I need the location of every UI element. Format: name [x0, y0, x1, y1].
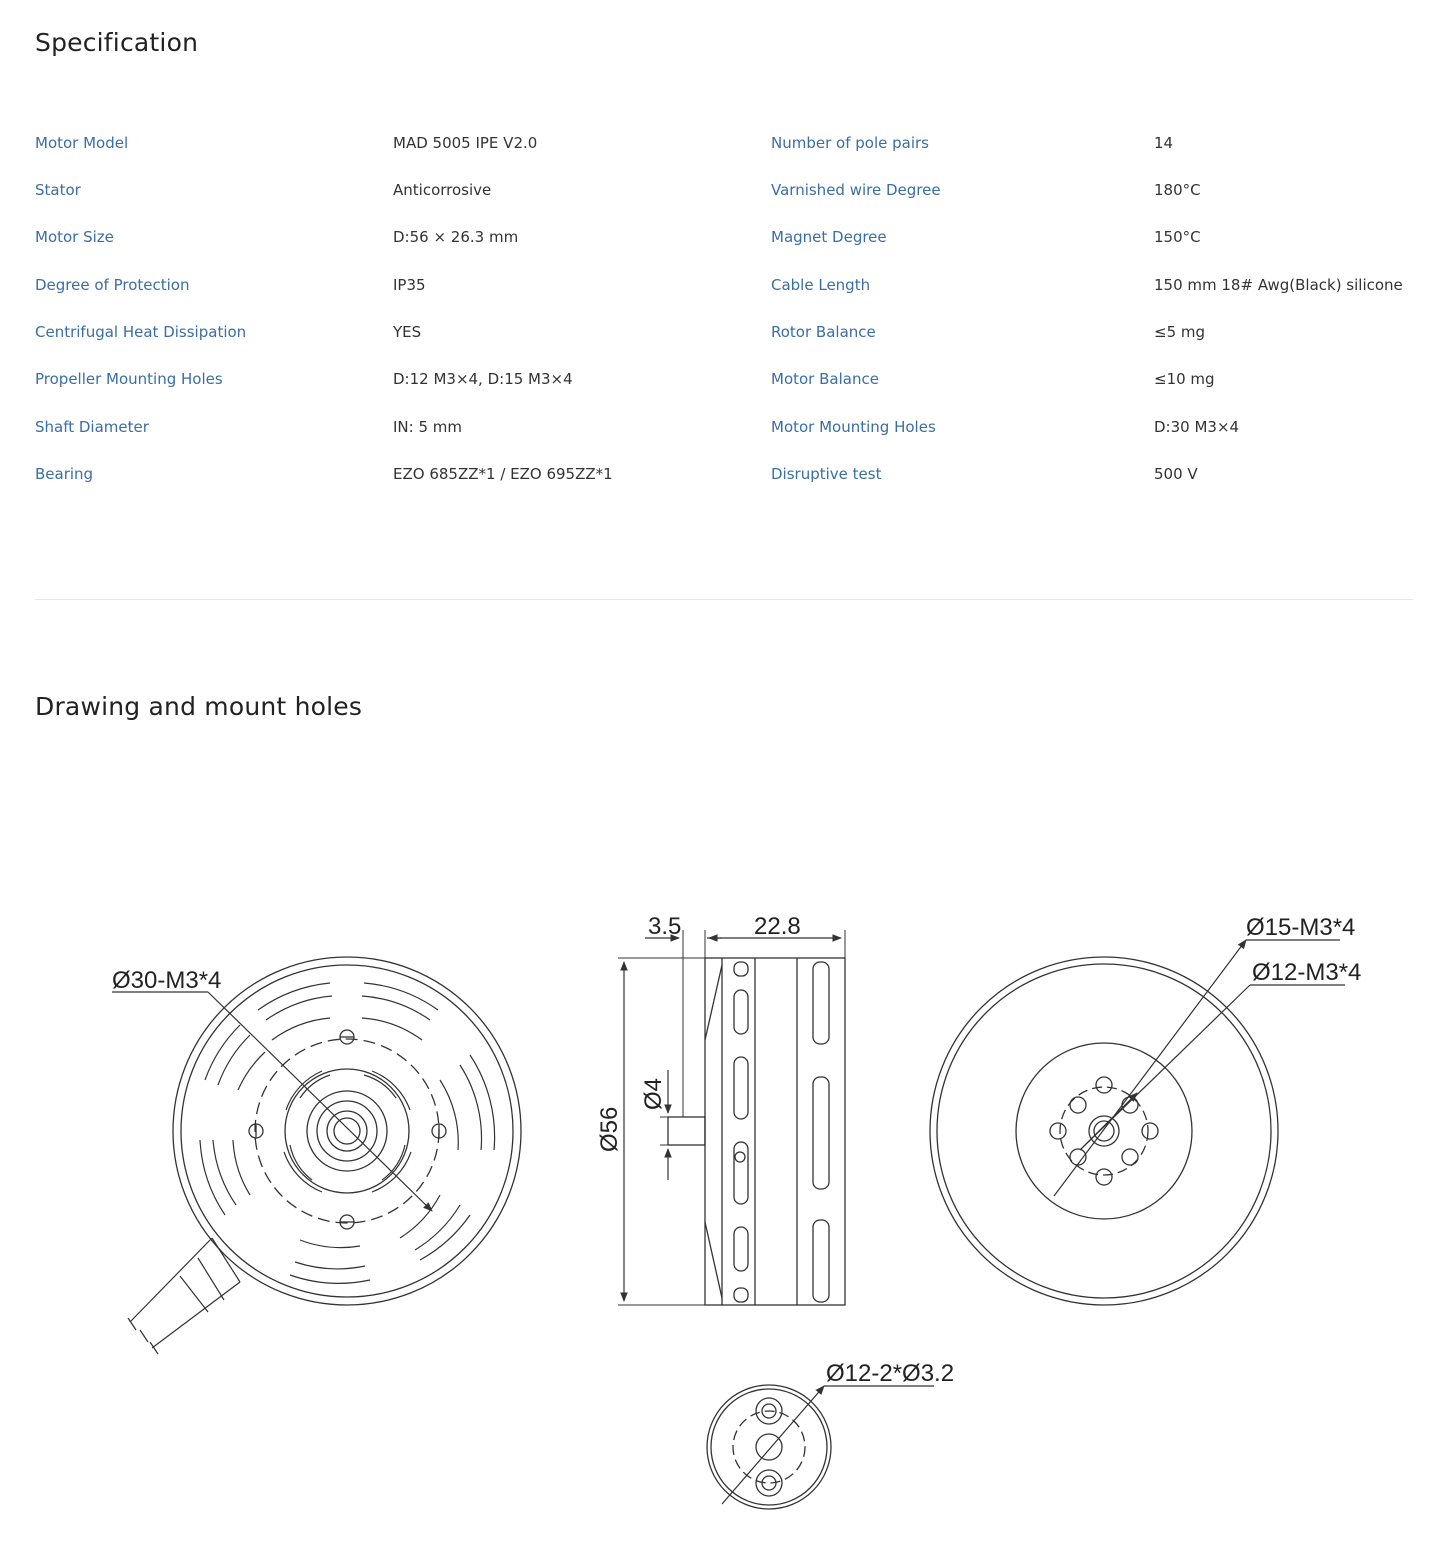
spec-value: YES [393, 323, 422, 341]
spec-value: EZO 685ZZ*1 / EZO 695ZZ*1 [393, 465, 613, 483]
spec-label: Centrifugal Heat Dissipation [35, 323, 247, 341]
drawing-title: Drawing and mount holes [35, 692, 363, 721]
top-view [930, 940, 1345, 1305]
spec-row [35, 167, 1413, 214]
adapter-label: Ø12-2*Ø3.2 [826, 1360, 955, 1387]
spec-row [35, 356, 1413, 403]
prop-15-label: Ø15-M3*4 [1246, 914, 1356, 941]
spec-value: D:30 M3×4 [1154, 418, 1240, 436]
prop-12-label: Ø12-M3*4 [1252, 959, 1362, 986]
spec-label: Shaft Diameter [35, 418, 149, 436]
height-label: 22.8 [754, 913, 801, 940]
spec-value: IP35 [393, 276, 426, 294]
spec-value: 150°C [1154, 228, 1201, 246]
spec-value: ≤5 mg [1154, 323, 1206, 341]
mount-holes-label: Ø30-M3*4 [112, 967, 222, 994]
spec-label: Motor Model [35, 134, 129, 152]
spec-row [35, 262, 1413, 309]
spec-label: Propeller Mounting Holes [35, 370, 223, 388]
spec-label: Motor Mounting Holes [771, 418, 936, 436]
spec-label: Bearing [35, 465, 94, 483]
spec-value: IN: 5 mm [393, 418, 463, 436]
spec-value: 14 [1154, 134, 1174, 152]
motor-technical-drawing [0, 880, 1436, 1540]
section-divider [35, 599, 1413, 600]
spec-label: Degree of Protection [35, 276, 190, 294]
diameter-label: Ø56 [596, 1106, 623, 1152]
adapter-view [707, 1385, 934, 1509]
spec-value: 180°C [1154, 181, 1201, 199]
spec-row [35, 451, 1413, 498]
spec-value: MAD 5005 IPE V2.0 [393, 134, 538, 152]
spec-label: Number of pole pairs [771, 134, 929, 152]
side-view [618, 930, 845, 1305]
spec-label: Stator [35, 181, 81, 199]
spec-value: Anticorrosive [393, 181, 492, 199]
bottom-view [112, 957, 521, 1354]
spec-label: Varnished wire Degree [771, 181, 941, 199]
spec-value: ≤10 mg [1154, 370, 1215, 388]
spec-label: Cable Length [771, 276, 871, 294]
spec-value: 500 V [1154, 465, 1198, 483]
specification-title: Specification [35, 28, 199, 57]
spec-value: 150 mm 18# Awg(Black) silicone [1154, 276, 1403, 294]
spec-row [35, 404, 1413, 451]
spec-row [35, 309, 1413, 356]
spec-row [35, 214, 1413, 261]
spec-row [35, 120, 1413, 167]
spec-value: D:12 M3×4, D:15 M3×4 [393, 370, 573, 388]
spec-value: D:56 × 26.3 mm [393, 228, 519, 246]
spec-label: Motor Size [35, 228, 114, 246]
spec-label: Motor Balance [771, 370, 879, 388]
spec-label: Rotor Balance [771, 323, 876, 341]
spec-label: Magnet Degree [771, 228, 887, 246]
offset-label: 3.5 [648, 913, 682, 940]
shaft-label: Ø4 [640, 1077, 667, 1110]
spec-label: Disruptive test [771, 465, 882, 483]
